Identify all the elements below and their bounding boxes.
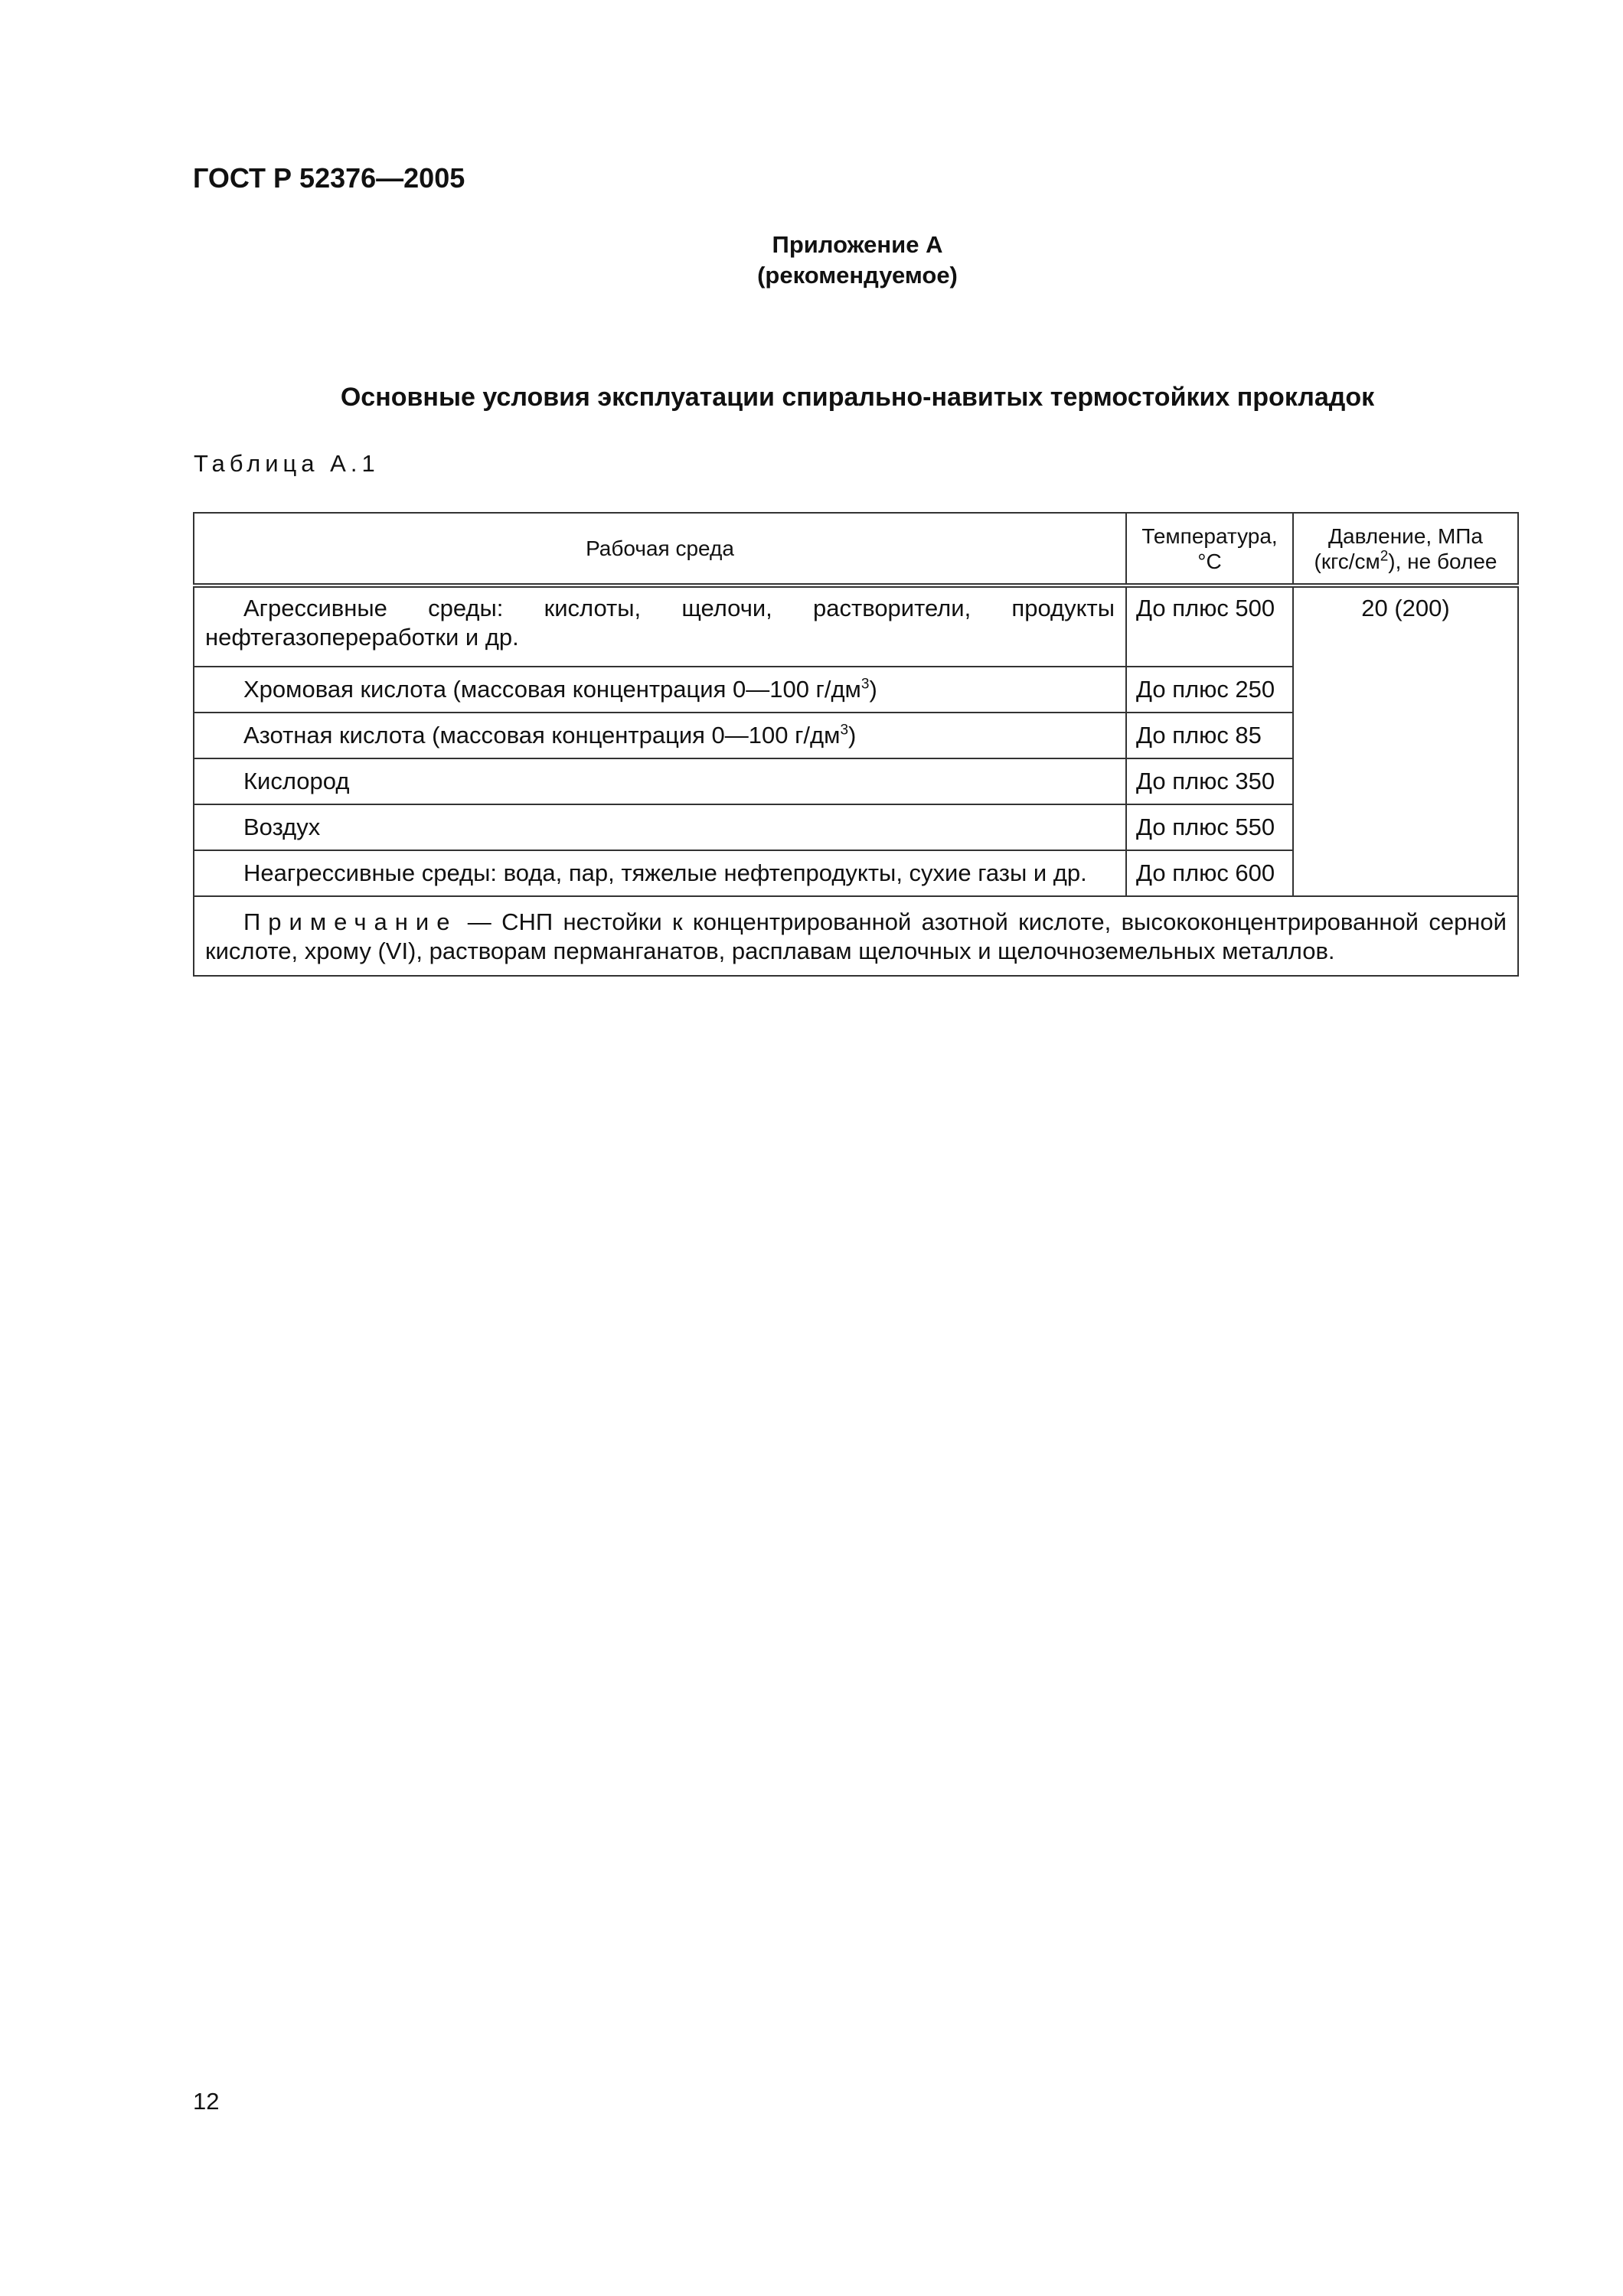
row-medium-text: Хромовая кислота (массовая концентрация 0—100 г/дм xyxy=(243,676,861,703)
header-pressure xyxy=(1293,513,1518,585)
table-header-row xyxy=(194,513,1518,585)
appendix-subtitle: (рекомендуемое) xyxy=(757,262,958,289)
header-pressure-line2 xyxy=(1300,549,1511,574)
note-label: Примечание xyxy=(243,908,458,935)
row-medium: Кислород xyxy=(194,758,1126,804)
header-pressure-suffix: ), не более xyxy=(1388,549,1497,573)
row-temperature: До плюс 600 xyxy=(1126,850,1293,896)
note-text: — СНП нестойки к концентрированной азотной кислоте, высококонцентрированной серной кислоте, хрому (VI), растворам перманганатов, расплавам щелочных и щелочноземельных металлов. xyxy=(205,908,1507,964)
appendix-title: Приложение А xyxy=(772,231,943,258)
header-temperature-line1: Температура, xyxy=(1141,523,1278,548)
row-temperature: До плюс 350 xyxy=(1126,758,1293,804)
row-medium-text: Азотная кислота (массовая концентрация 0—100 г/дм xyxy=(243,722,841,748)
row-medium-text: Агрессивные среды: кислоты, щелочи, растворители, продукты нефтегазопереработки и др. xyxy=(205,595,1115,651)
header-pressure-line1: Давление, МПа xyxy=(1328,523,1483,548)
header-pressure-sup: 2 xyxy=(1380,548,1389,565)
row-medium-suffix: ) xyxy=(848,722,857,748)
row-medium: Воздух xyxy=(194,804,1126,850)
page-number: 12 xyxy=(193,2088,220,2115)
row-medium-suffix: ) xyxy=(869,676,877,703)
row-temperature: До плюс 550 xyxy=(1126,804,1293,850)
row-medium-sup: 3 xyxy=(860,676,870,693)
row-medium xyxy=(194,585,1126,667)
row-medium-sup: 3 xyxy=(840,722,849,739)
table-caption: Таблица А.1 xyxy=(194,450,380,477)
row-temperature: До плюс 250 xyxy=(1126,667,1293,713)
table-row xyxy=(194,585,1518,667)
appendix-heading xyxy=(0,230,1623,291)
row-medium xyxy=(194,713,1126,758)
header-temperature-unit: °С xyxy=(1197,549,1222,573)
row-medium xyxy=(194,667,1126,713)
table-note xyxy=(194,896,1518,976)
main-title: Основные условия эксплуатации спирально-навитых термостойких прокладок xyxy=(340,383,1375,412)
table-note-row xyxy=(194,896,1518,976)
header-medium: Рабочая среда xyxy=(194,513,1126,585)
document-code: ГОСТ Р 52376—2005 xyxy=(193,162,465,194)
header-temperature xyxy=(1126,513,1293,585)
row-temperature: До плюс 500 xyxy=(1126,585,1293,667)
pressure-value: 20 (200) xyxy=(1293,585,1518,896)
row-medium: Неагрессивные среды: вода, пар, тяжелые нефтепродукты, сухие газы и др. xyxy=(194,850,1126,896)
operating-conditions-table xyxy=(193,512,1519,977)
header-pressure-unit: (кгс/см xyxy=(1314,549,1380,573)
row-temperature: До плюс 85 xyxy=(1126,713,1293,758)
